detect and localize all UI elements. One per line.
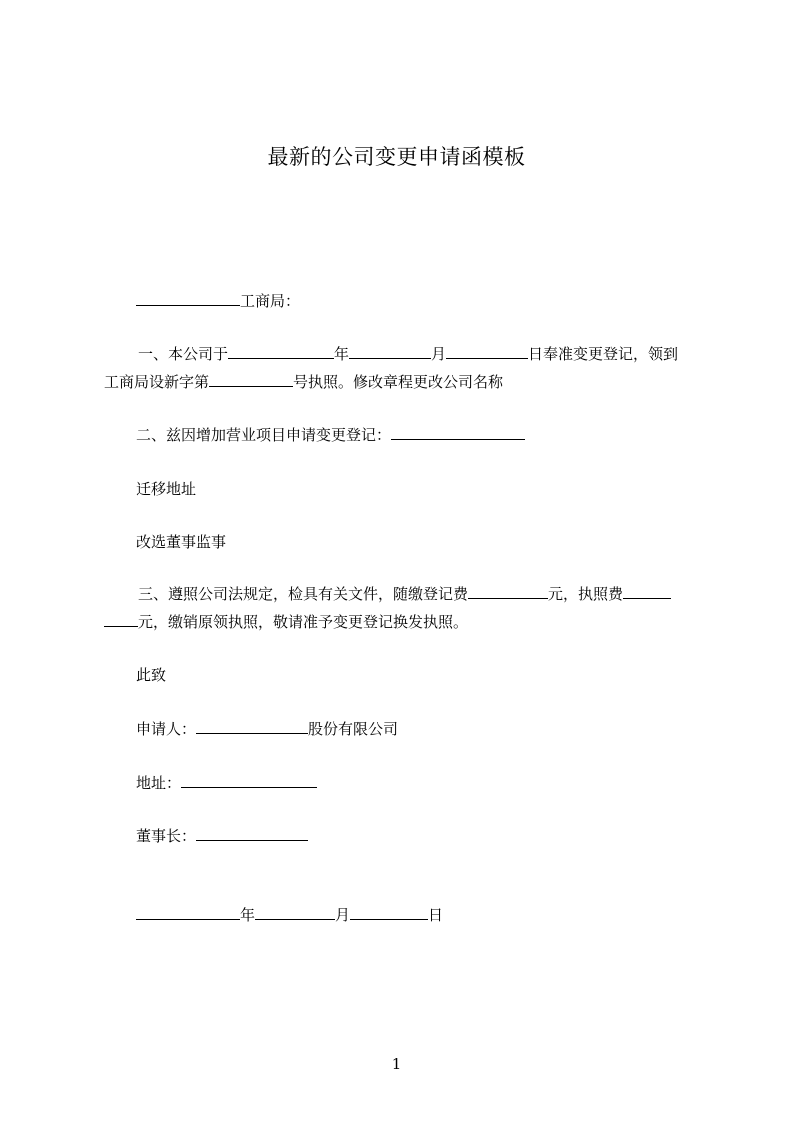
item3-line2 <box>104 612 704 632</box>
item1-month-blank <box>349 344 431 359</box>
item1-line2-suffix: 号执照。修改章程更改公司名称 <box>293 373 504 391</box>
date-line <box>136 905 736 925</box>
address-label: 地址： <box>136 774 182 792</box>
date-month-blank <box>255 905 335 920</box>
item1-line1 <box>138 344 738 364</box>
chairman-blank <box>196 826 308 841</box>
addressee-suffix: 工商局： <box>240 292 301 310</box>
license-number-blank <box>209 372 293 387</box>
item2-blank <box>391 425 525 440</box>
address-blank <box>181 773 317 788</box>
document-title: 最新的公司变更申请函模板 <box>267 145 526 169</box>
license-fee-blank-part2 <box>104 612 138 627</box>
relocate-line: 迁移地址 <box>136 480 197 498</box>
item1-month: 月 <box>431 345 447 363</box>
date-year-blank <box>136 905 240 920</box>
date-day-blank <box>350 905 428 920</box>
chairman-label: 董事长： <box>136 827 197 845</box>
item3-mid: 元，执照费 <box>548 585 624 603</box>
page-number: 1 <box>391 1055 402 1073</box>
closing-line: 此致 <box>136 666 167 684</box>
item3-line2-text: 元，缴销原领执照，敬请准予变更登记换发执照。 <box>138 613 469 631</box>
item1-line2-prefix: 工商局设新字第 <box>104 373 210 391</box>
date-month: 月 <box>335 906 351 924</box>
item3-line1 <box>138 584 738 604</box>
addressee-blank <box>136 291 240 306</box>
chairman-line <box>136 826 736 846</box>
item1-prefix: 一、本公司于 <box>138 345 229 363</box>
item2-text: 二、兹因增加营业项目申请变更登记： <box>136 426 392 444</box>
date-year: 年 <box>240 906 256 924</box>
applicant-line <box>136 719 736 739</box>
item1-day-blank <box>446 344 528 359</box>
item1-line2 <box>104 372 704 392</box>
registration-fee-blank <box>468 584 548 599</box>
applicant-suffix: 股份有限公司 <box>308 720 399 738</box>
reelect-line: 改选董事监事 <box>136 533 227 551</box>
item1-year-blank <box>228 344 334 359</box>
item2-line <box>136 425 736 445</box>
license-fee-blank-part1 <box>623 584 671 599</box>
date-day: 日 <box>428 906 444 924</box>
item1-year: 年 <box>334 345 350 363</box>
addressee-line <box>136 291 736 311</box>
address-line <box>136 773 736 793</box>
applicant-blank <box>196 719 308 734</box>
applicant-label: 申请人： <box>136 720 197 738</box>
item3-prefix: 三、遵照公司法规定，检具有关文件，随缴登记费 <box>138 585 469 603</box>
item1-day-text: 日奉准变更登记，领到 <box>528 345 679 363</box>
